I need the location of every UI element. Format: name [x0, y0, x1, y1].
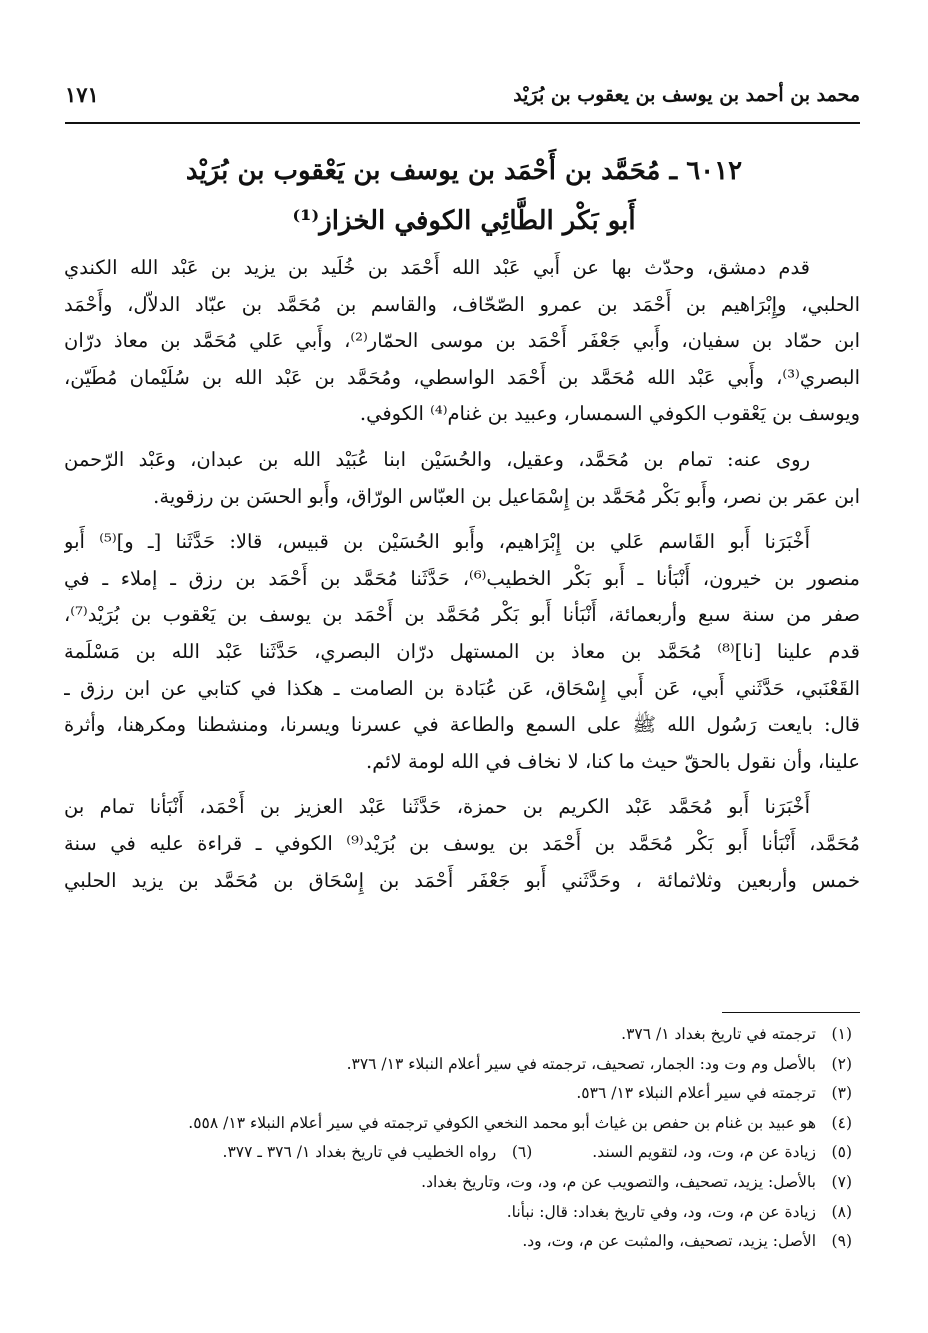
- text-line: علينا، وأن نقول بالحقّ حيث ما كنا، لا نخاف في الله لومة لائم.: [366, 749, 860, 773]
- footnote-text: رواه الخطيب في تاريخ بغداد ١/ ٣٧٦ ـ ٣٧٧.: [222, 1143, 497, 1162]
- text-line: القَعْنَبي، حَدَّثَني أَبي، عَن أَبي إِسْحَاق، عَن عُبَادة بن الصامت ـ هكذا في كتابي عن ابن رزق ـ: [64, 676, 860, 700]
- text-line: مُحَمَّد، أَنْبَأنا أَبو بَكْر مُحَمَّد بن أَحْمَد بن يوسف بن بُرَيْد⁽⁹⁾ الكوفي ـ قراءة عليه في سنة: [64, 831, 860, 855]
- entry-title-line-2: أَبو بَكْر الطَّائِي الكوفي الخزاز⁽¹⁾: [292, 206, 636, 236]
- footnote-number: (٩): [831, 1232, 852, 1251]
- footnote-rule: [722, 1012, 860, 1013]
- entry-title-line-1: ٦٠١٢ ـ مُحَمَّد بن أَحْمَد بن يوسف بن يَعْقوب بن بُرَيْد: [185, 156, 743, 186]
- footnote: [68, 1227, 852, 1257]
- text-line: خمس وأربعين وثلاثمائة ، وحَدَّثَني أَبو جَعْفَر أَحْمَد بن إِسْحَاق بن مُحَمَّد بن يزيد الحلبي: [64, 868, 860, 892]
- text-line: منصور بن خيرون، أَنْبَأنا ـ أَبو بَكْر الخطيب⁽⁶⁾، حَدَّثَنا مُحَمَّد بن أَحْمَد بن رزق ـ إملاء ـ في: [64, 566, 860, 590]
- text-line: قدم دمشق، وحدّث بها عن أَبي عَبْد الله أَحْمَد بن خُلَيد بن يزيد بن عَبْد الله الكندي: [64, 256, 810, 279]
- footnote-text: ترجمته في سير أعلام النبلاء ١٣/ ٥٣٦.: [576, 1084, 816, 1103]
- footnote-number: (٦): [511, 1143, 533, 1162]
- footnote-number: (٧): [831, 1172, 852, 1191]
- footnote-text: زيادة عن م، وت، ود، وفي تاريخ بغداد: قال: نبأنا.: [506, 1202, 816, 1221]
- footnote-number: (٣): [831, 1084, 852, 1103]
- footnote: [68, 1109, 852, 1139]
- paragraph-students: [64, 442, 860, 515]
- footnotes: [68, 1020, 852, 1257]
- header-rule: [65, 122, 860, 124]
- text-line: قال: بايعت رَسُول الله ﷺ على السمع والطاعة في عسرنا ويسرنا، ومنشطنا ومكرهنا، وأثرة: [64, 713, 860, 737]
- footnote-text: الأصل: يزيد، تصحيف، والمثبت عن م، وت، ود.: [522, 1232, 816, 1251]
- footnote-number: (٤): [831, 1113, 852, 1132]
- page-number: ١٧١: [65, 82, 99, 107]
- text-line: ابن عمَر بن نصر، وأَبو بَكْر مُحَمَّد بن إِسْمَاعيل بن العبّاس الورّاق، وأَبو الحسَن بن رزقوية.: [153, 484, 860, 508]
- text-line: أَخْبَرَنا أَبو مُحَمَّد عَبْد الكريم بن حمزة، حَدَّثَنا عَبْد العزيز بن أَحْمَد، أَنْبَأنا تمام بن: [64, 795, 810, 819]
- text-line: أَخْبَرَنا أَبو القَاسم عَلي بن إِبْرَاهيم، وأَبو الحُسَيْن بن قبيس، قالا: حَدَّثَنا [ـ و]⁽⁵⁾ أَبو: [64, 530, 810, 554]
- text-line: روى عنه: تمام بن مُحَمَّد، وعقيل، والحُسَيْن ابنا عُبَيْد الله بن عبدان، وعَبْد الرّحمن: [64, 447, 810, 471]
- running-title: محمد بن أحمد بن يوسف بن يعقوب بن بُرَيْد: [513, 84, 860, 106]
- text-line: ويوسف بن يَعْقوب الكوفي السمسار، وعبيد بن غنام⁽⁴⁾ الكوفي.: [359, 402, 860, 426]
- footnote: [68, 1198, 852, 1228]
- text-line: الحلبي، وإِبْرَاهيم بن أَحْمَد بن عمرو الصّحّاف، والقاسم بن مُحَمَّد بن عبّاد الدلاّل، وأَحْمَد: [64, 292, 860, 316]
- footnote: [68, 1168, 852, 1198]
- footnote-number: (٥): [831, 1143, 852, 1162]
- main-text: [64, 250, 860, 899]
- footnote-text: هو عبيد بن غنام بن حفص بن غياث أبو محمد النخعي الكوفي ترجمته في سير أعلام النبلاء ١٣/ ٥٥٨.: [188, 1113, 816, 1132]
- paragraph-teachers: [64, 250, 860, 433]
- running-header: [65, 78, 860, 114]
- footnote: [68, 1079, 852, 1109]
- footnote-text: ترجمته في تاريخ بغداد ١/ ٣٧٦.: [621, 1025, 816, 1043]
- text-line: صفر من سنة سبع وأربعمائة، أَنْبَأنا أَبو بَكْر مُحَمَّد بن أَحْمَد بن يوسف بن يَعْقوب بن بُرَيْد⁽⁷⁾،: [64, 603, 860, 627]
- paragraph-hadith-1: [64, 524, 860, 780]
- text-line: ابن حمّاد بن سفيان، وأَبي جَعْفَر أَحْمَد بن موسى الحمّار⁽²⁾، وأَبي عَلي مُحَمَّد بن معاذ درّان: [64, 329, 860, 353]
- footnote: [68, 1050, 852, 1080]
- paragraph-hadith-2: [64, 789, 860, 899]
- footnote-text: بالأصل: يزيد، تصحيف، والتصويب عن م، ود، وت، وتاريخ بغداد.: [421, 1172, 816, 1191]
- footnote-number: (٢): [831, 1054, 852, 1073]
- text-line: قدم علينا [نا]⁽⁸⁾ مُحَمَّد بن معاذ بن المستهل درّان البصري، حَدَّثَنا عَبْد الله بن مَسْلَمة: [64, 639, 860, 663]
- footnote: [68, 1138, 852, 1168]
- entry-title: [60, 146, 868, 246]
- text-line: البصري⁽³⁾، وأَبي عَبْد الله مُحَمَّد بن أَحْمَد الواسطي، ومُحَمَّد بن عَبْد الله بن سُلَيْمان مُطَيّن،: [64, 365, 860, 389]
- footnote-text: بالأصل وم وت ود: الجمار، تصحيف، ترجمته في سير أعلام النبلاء ١٣/ ٣٧٦.: [346, 1054, 816, 1073]
- footnote-number: (١): [831, 1025, 852, 1043]
- footnote-text: زيادة عن م، وت، ود، لتقويم السند.: [592, 1143, 816, 1162]
- footnote: [68, 1020, 852, 1050]
- footnote-number: (٨): [831, 1202, 852, 1221]
